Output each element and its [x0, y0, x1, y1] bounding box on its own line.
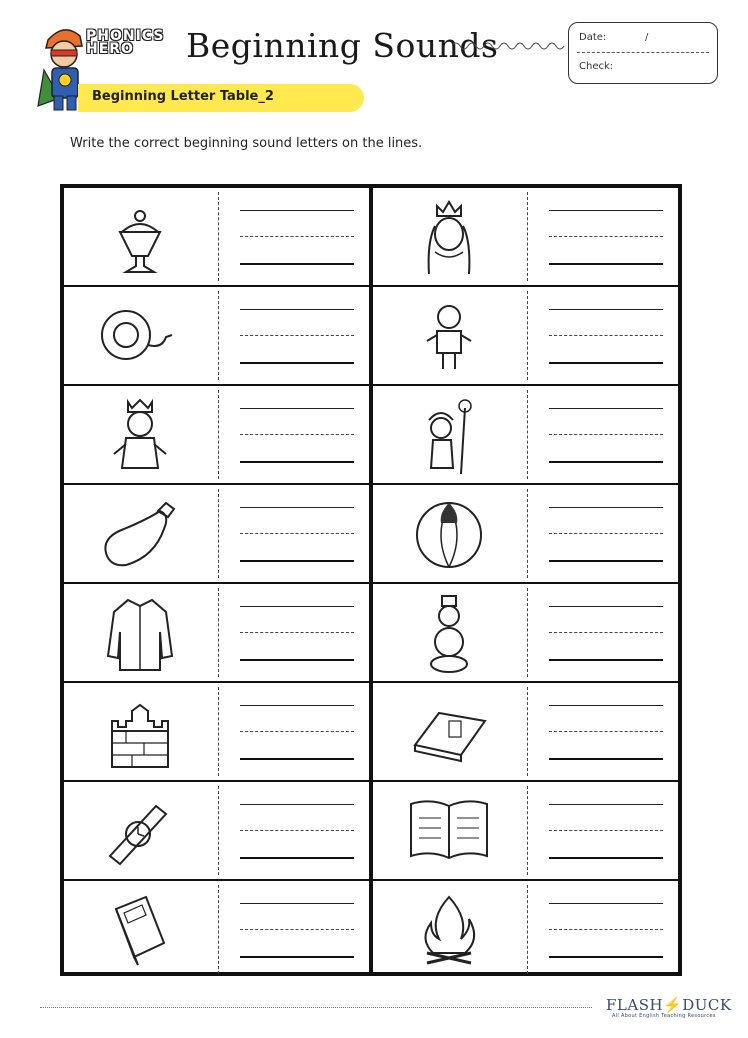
writing-lines[interactable]: [549, 606, 663, 662]
table-row: [373, 485, 678, 584]
date-divider: [577, 52, 709, 53]
writing-lines[interactable]: [240, 705, 354, 761]
right-column: [373, 188, 678, 972]
beach-ball-icon: [399, 493, 499, 575]
table-row: [64, 287, 369, 386]
monkey-king-icon: [90, 394, 190, 476]
writing-lines[interactable]: [240, 309, 354, 365]
brand-left: FLASH: [606, 996, 664, 1014]
table-row: [373, 881, 678, 978]
boy-icon: [399, 295, 499, 377]
campfire-icon: [399, 889, 499, 971]
snowman-icon: [399, 592, 499, 674]
check-label: Check:: [579, 61, 614, 72]
date-label: Date:: [579, 32, 607, 43]
flash-duck-logo: [606, 996, 732, 1014]
castle-icon: [90, 691, 190, 773]
writing-lines[interactable]: [549, 705, 663, 761]
table-row: [64, 485, 369, 584]
table-row: [64, 188, 369, 287]
watch-icon: [90, 790, 190, 872]
eggplant-icon: [90, 493, 190, 575]
writing-lines[interactable]: [549, 507, 663, 563]
storybook-icon: [90, 889, 190, 971]
table-row: [64, 782, 369, 881]
date-check-box: [568, 22, 718, 84]
cell-divider: [527, 192, 528, 281]
queen-icon: [399, 196, 499, 278]
writing-lines[interactable]: [240, 210, 354, 266]
squiggle-line-decoration: [452, 40, 568, 52]
table-row: [373, 188, 678, 287]
logo-line-1: PHONICS: [86, 28, 165, 44]
cell-divider: [218, 489, 219, 578]
writing-lines[interactable]: [240, 903, 354, 959]
writing-lines[interactable]: [240, 804, 354, 860]
piano-icon: [399, 691, 499, 773]
cell-divider: [218, 786, 219, 875]
writing-lines[interactable]: [549, 903, 663, 959]
lightning-icon: ⚡: [663, 996, 683, 1014]
cell-divider: [218, 687, 219, 776]
open-book-icon: [399, 790, 499, 872]
banner-label: Beginning Letter Table_2: [92, 89, 274, 104]
worksheet-table: [60, 184, 682, 976]
brand-tagline: All About English Teaching Resources: [612, 1013, 716, 1019]
table-row: [373, 782, 678, 881]
writing-lines[interactable]: [549, 210, 663, 266]
cell-divider: [218, 588, 219, 677]
instructions: Write the correct beginning sound letters on the lines.: [70, 136, 423, 151]
phonics-hero-logo: [86, 30, 164, 56]
cell-divider: [218, 192, 219, 281]
writing-lines[interactable]: [549, 309, 663, 365]
cell-divider: [218, 885, 219, 974]
table-row: [373, 386, 678, 485]
left-column: [64, 188, 369, 972]
page-title: Beginning Sounds: [186, 26, 499, 65]
writing-lines[interactable]: [549, 804, 663, 860]
cell-divider: [527, 390, 528, 479]
cell-divider: [218, 390, 219, 479]
lion-icon: [90, 295, 190, 377]
table-row: [373, 584, 678, 683]
cell-divider: [527, 687, 528, 776]
table-row: [373, 287, 678, 386]
table-row: [64, 386, 369, 485]
cell-divider: [527, 489, 528, 578]
writing-lines[interactable]: [240, 408, 354, 464]
table-row: [64, 683, 369, 782]
writing-lines[interactable]: [240, 606, 354, 662]
table-row: [64, 881, 369, 978]
writing-lines[interactable]: [549, 408, 663, 464]
date-separator: /: [645, 32, 649, 43]
cell-divider: [527, 786, 528, 875]
writing-lines[interactable]: [240, 507, 354, 563]
cell-divider: [527, 291, 528, 380]
table-row: [373, 683, 678, 782]
logo-line-2: HERO: [86, 41, 134, 57]
footer-dotted-line: [40, 1007, 592, 1008]
cell-divider: [218, 291, 219, 380]
worksheet-banner: [78, 84, 364, 112]
coat-icon: [90, 592, 190, 674]
brand-right: DUCK: [682, 996, 732, 1014]
cell-divider: [527, 588, 528, 677]
sweep-icon: [399, 394, 499, 476]
table-row: [64, 584, 369, 683]
sundae-icon: [90, 196, 190, 278]
cell-divider: [527, 885, 528, 974]
